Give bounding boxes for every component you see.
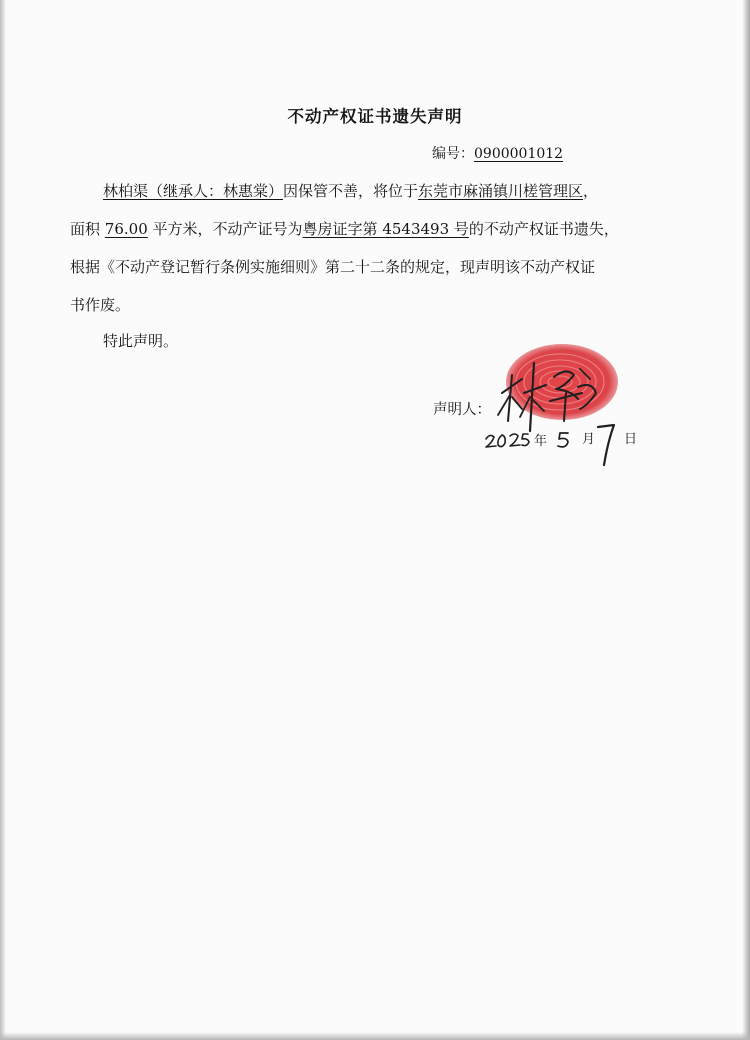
serial-line [432, 143, 563, 163]
body-text: 特此声明。 [103, 332, 179, 350]
document-title: 不动产权证书遗失声明 [287, 107, 463, 126]
body-text: 根据《不动产登记暂行条例实施细则》第二十二条的规定，现声明该不动产权证 [70, 258, 596, 276]
handwritten-signature-and-date [480, 335, 650, 475]
property-location: 东莞市麻涌镇川槎管理区 [418, 182, 584, 200]
date-day-unit: 日 [624, 432, 638, 447]
serial-number: 0900001012 [474, 146, 564, 162]
body-text: ， [583, 182, 599, 200]
body-line-1 [103, 180, 598, 201]
property-area: 76.00 [104, 220, 148, 238]
date-month-unit: 月 [582, 432, 596, 447]
body-text: 平方米，不动产证号为 [152, 220, 303, 238]
body-text: 书作废。 [70, 296, 131, 314]
owner-name: 林柏渠（继承人：林惠棠） [103, 182, 284, 200]
certificate-number: 粤房证字第 4543493 号 [302, 220, 469, 238]
body-line-2 [70, 218, 619, 239]
serial-label: 编号： [432, 146, 474, 162]
body-line-3 [70, 256, 595, 277]
body-text: 的不动产权证书遗失， [468, 220, 619, 238]
scan-edge-left [0, 0, 6, 1040]
declarant-label: 声明人： [433, 402, 491, 418]
body-text: 因保管不善，将位于 [283, 182, 419, 200]
body-text: 面积 [70, 220, 101, 238]
body-line-4 [70, 294, 130, 315]
scan-edge-bottom [0, 1032, 750, 1040]
date-year-unit: 年 [534, 434, 548, 449]
scan-edge-right [742, 0, 750, 1040]
closing-statement [103, 330, 178, 351]
